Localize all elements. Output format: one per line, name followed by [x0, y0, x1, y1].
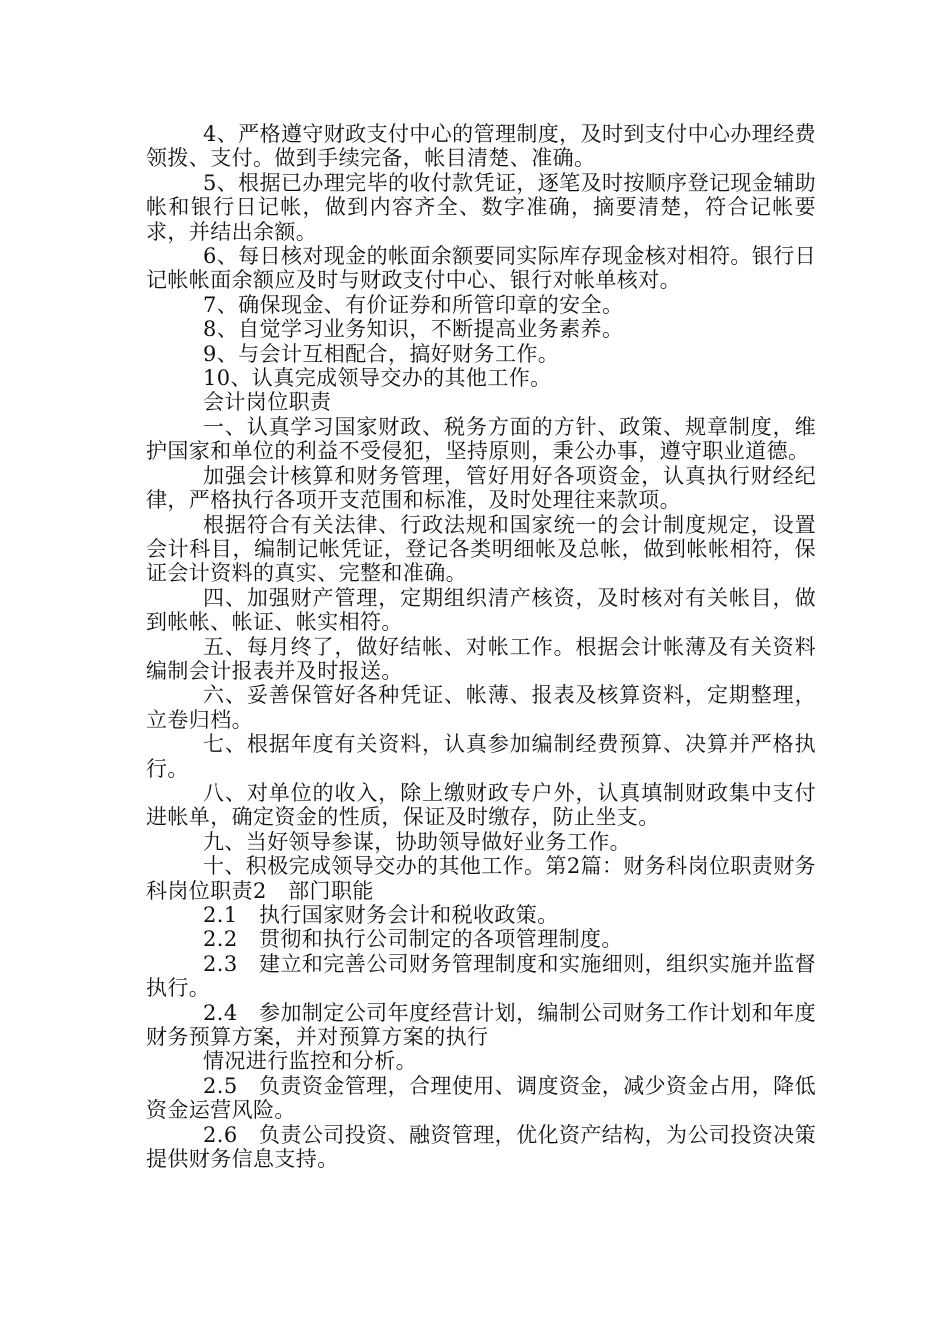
paragraph: 2.6 负责公司投资、融资管理，优化资产结构，为公司投资决策提供财务信息支持。 [146, 1122, 816, 1172]
paragraph: 一、认真学习国家财政、税务方面的方针、政策、规章制度，维护国家和单位的利益不受侵犯，坚持原则，秉公办事，遵守职业道德。 [146, 414, 816, 464]
paragraph: 7、确保现金、有价证券和所管印章的安全。 [203, 292, 624, 317]
paragraph: 2.2 贯彻和执行公司制定的各项管理制度。 [203, 927, 623, 952]
paragraph: 2.4 参加制定公司年度经营计划，编制公司财务工作计划和年度财务预算方案，并对预算方案的执行 [146, 1000, 816, 1050]
paragraph: 9、与会计互相配合，搞好财务工作。 [203, 341, 560, 366]
document-body [146, 122, 816, 1171]
paragraph: 8、自觉学习业务知识，不断提高业务素养。 [203, 317, 624, 342]
paragraph: 四、加强财产管理，定期组织清产核资，及时核对有关帐目，做到帐帐、帐证、帐实相符。 [146, 585, 816, 635]
paragraph: 5、根据已办理完毕的收付款凭证，逐笔及时按顺序登记现金辅助帐和银行日记帐，做到内容齐全、数字准确，摘要清楚，符合记帐要求，并结出余额。 [146, 170, 816, 244]
paragraph: 2.5 负责资金管理，合理使用、调度资金，减少资金占用，降低资金运营风险。 [146, 1073, 816, 1123]
paragraph: 加强会计核算和财务管理，管好用好各项资金，认真执行财经纪律，严格执行各项开支范围和标准，及时处理往来款项。 [146, 463, 816, 513]
paragraph: 六、妥善保管好各种凭证、帐薄、报表及核算资料，定期整理，立卷归档。 [146, 683, 816, 732]
section-heading: 会计岗位职责 [203, 390, 332, 415]
paragraph: 6、每日核对现金的帐面余额要同实际库存现金核对相符。银行日记帐帐面余额应及时与财政支付中心、银行对帐单核对。 [146, 244, 816, 293]
paragraph: 七、根据年度有关资料，认真参加编制经费预算、决算并严格执行。 [146, 732, 816, 781]
paragraph: 4、严格遵守财政支付中心的管理制度，及时到支付中心办理经费领拨、支付。做到手续完备，帐目清楚、准确。 [146, 122, 816, 171]
paragraph: 五、每月终了，做好结帐、对帐工作。根据会计帐薄及有关资料编制会计报表并及时报送。 [146, 634, 816, 683]
paragraph: 2.3 建立和完善公司财务管理制度和实施细则，组织实施并监督执行。 [146, 951, 816, 1001]
paragraph: 情况进行监控和分析。 [203, 1049, 417, 1074]
paragraph: 九、当好领导参谋，协助领导做好业务工作。 [203, 829, 631, 854]
paragraph: 八、对单位的收入，除上缴财政专户外，认真填制财政集中支付进帐单，确定资金的性质，保证及时缴存，防止坐支。 [146, 780, 816, 830]
paragraph: 2.1 执行国家财务会计和税收政策。 [203, 903, 559, 927]
paragraph: 十、积极完成领导交办的其他工作。第2篇：财务科岗位职责财务科岗位职责2 部门职能 [146, 854, 816, 903]
paragraph: 根据符合有关法律、行政法规和国家统一的会计制度规定，设置会计科目，编制记帐凭证，登记各类明细帐及总帐，做到帐帐相符，保证会计资料的真实、完整和准确。 [146, 512, 816, 586]
paragraph: 10、认真完成领导交办的其他工作。 [203, 366, 552, 391]
